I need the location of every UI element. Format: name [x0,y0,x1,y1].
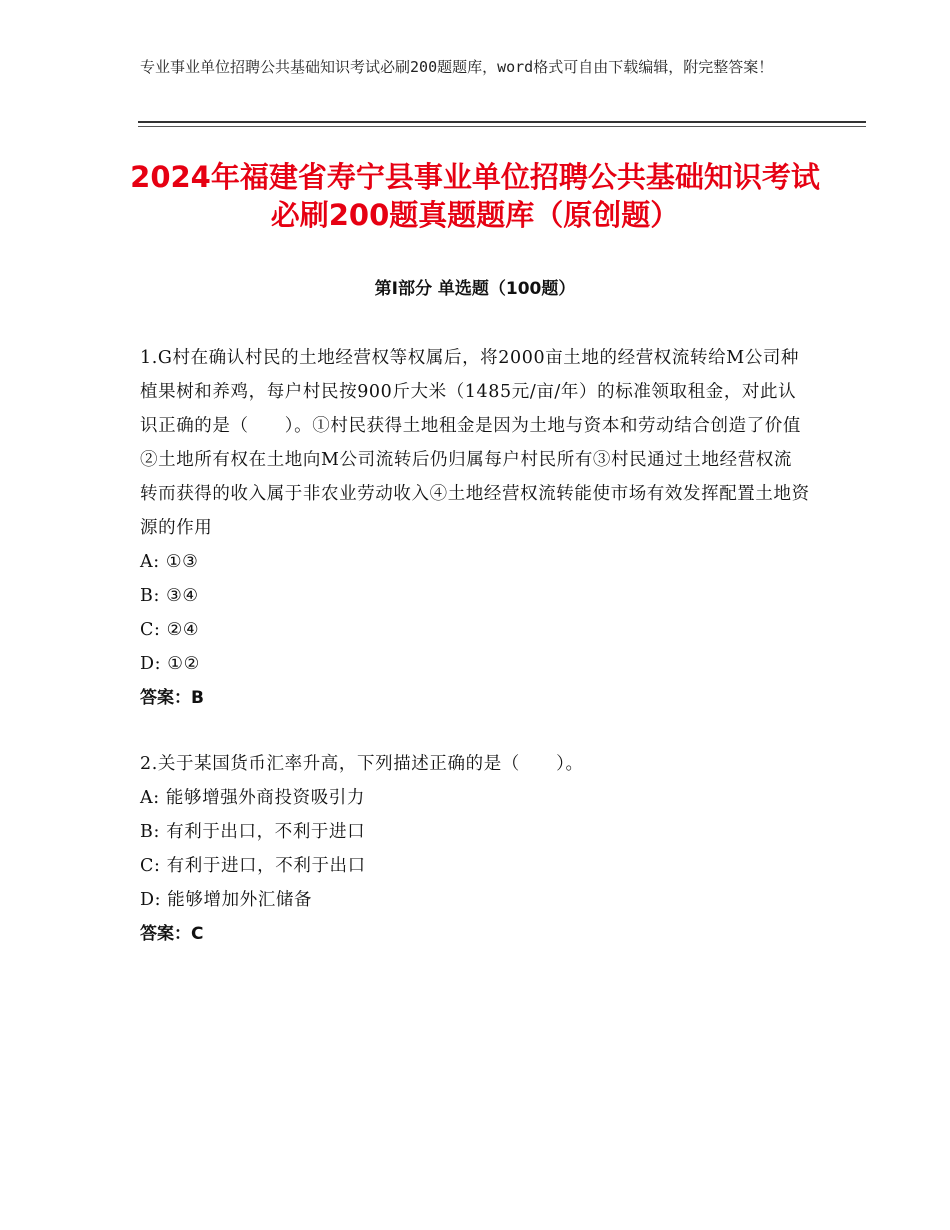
option-d: D: 能够增加外汇储备 [140,890,313,910]
option-c: C: ②④ [140,620,200,640]
answer-label: 答案：B [140,688,204,708]
option-a: A: 能够增强外商投资吸引力 [140,788,365,808]
answer-label: 答案：C [140,924,204,944]
option-b: B: 有利于出口，不利于进口 [140,822,366,842]
question-1 [140,341,810,715]
document-title: 2024年福建省寿宁县事业单位招聘公共基础知识考试必刷200题真题题库（原创题） [130,160,820,232]
option-c: C: 有利于进口，不利于出口 [140,856,366,876]
option-d: D: ①② [140,654,200,674]
question-spacer [140,715,810,747]
option-b: B: ③④ [140,586,199,606]
header-note: 专业事业单位招聘公共基础知识考试必刷200题题库，word格式可自由下载编辑，附完整答案！ [140,58,774,76]
question-list [140,341,810,951]
header-rule-thin [138,126,866,127]
option-a: A: ①③ [140,552,199,572]
header-rule-thick [138,121,866,123]
section-heading: 第I部分 单选题（100题） [374,279,576,299]
question-stem: 2.关于某国货币汇率升高，下列描述正确的是（ ）。 [140,754,584,774]
question-2 [140,747,810,951]
question-stem: 1.G村在确认村民的土地经营权等权属后，将2000亩土地的经营权流转给M公司种植果树和养鸡，每户村民按900斤大米（1485元/亩/年）的标准领取租金，对此认识正确的是（ ）。①村民获得土地租金是因为土地与资本和劳动结合创造了价值②土地所有权在土地向M公司流转后仍归属每户村民所有③村民通过土地经营权流转而获得的收入属于非农业劳动收入④土地经营权流转能使市场有效发挥配置土地资源的作用 [140,348,810,538]
